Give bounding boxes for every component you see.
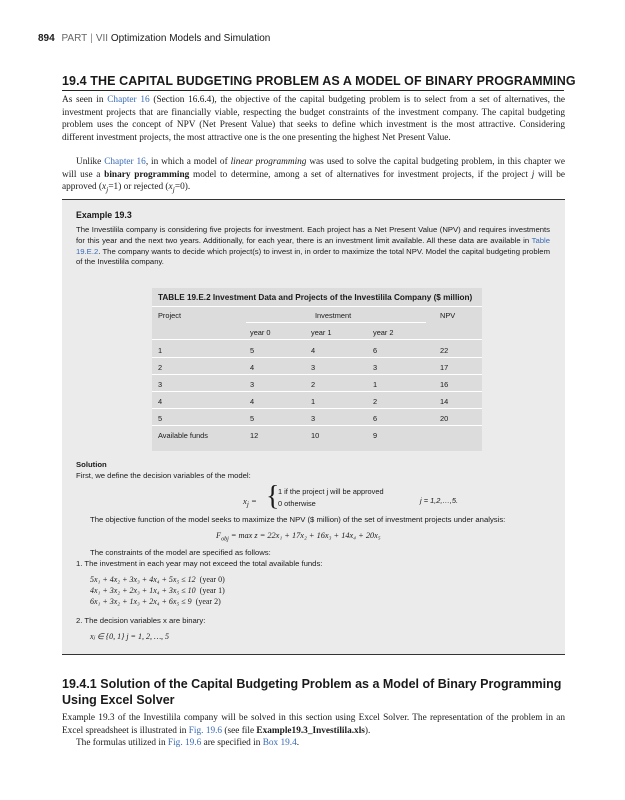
page-number: 894 xyxy=(38,33,55,44)
investment-table: TABLE 19.E.2 Investment Data and Projects of the Investilila Company ($ million) Project Investment NPV year 0 year 1 year 2 1 5 4 6 22 2 4 3 3 17 3 3 2 1 16 4 4 1 2 14 5 5 3 6 20 Available funds 12 10 9 xyxy=(152,288,482,451)
col-header-year1: year 1 xyxy=(311,328,332,337)
brace: { xyxy=(266,481,280,512)
part-title: Optimization Models and Simulation xyxy=(110,33,271,44)
objective-function: $F_{obj} = \max z = 22x_1 + 17x_2 + 16x_3 + 14x_4 + 20x_5$ xyxy=(216,531,381,543)
fig-19-6-link-2[interactable]: Fig. 19.6 xyxy=(167,738,202,748)
case-approved: 1 if the project j will be approved xyxy=(278,487,384,496)
subsection-paragraph-1: Example 19.3 of the Investilila company will be solved in this section using Excel Solver. The representation of the problem in an Excel spreadsheet is illustrated in Fig. 19.6 (see file Example19.3_Investilila.xls). xyxy=(62,713,565,736)
chapter-16-link-2[interactable]: Chapter 16 xyxy=(104,157,146,167)
part-label: PART xyxy=(61,33,88,44)
constraint-year2: 6x₁ + 3x₂ + 1x₃ + 2x₄ + 6x₅ ≤ 9 (year 2) xyxy=(90,597,221,606)
subsection-title: 19.4.1 Solution of the Capital Budgeting Problem as a Model of Binary Programming Using Excel Solver xyxy=(62,677,562,707)
example-box xyxy=(62,199,565,655)
intro-paragraph-2: Unlike Chapter 16, in which a model of linear programming was used to solve the capital budgeting problem, in this chapter we will use a binary programming model to determine, among a set of alternatives for investment projects, if the project j will be approved $(x_j=1)$ or rejected $(x_j=0)$. xyxy=(62,157,565,195)
header-separator: | xyxy=(90,33,93,44)
part-number: VII xyxy=(95,33,109,44)
solution-label: Solution xyxy=(76,460,107,469)
col-header-year0: year 0 xyxy=(250,328,271,337)
objective-text: The objective function of the model seeks to maximize the NPV ($ million) of the set of investment projects under analysis: xyxy=(90,515,506,524)
running-header xyxy=(38,33,270,44)
example-text: The Investilila company is considering five projects for investment. Each project has a Net Present Value (NPV) and requires investments for this year and the next two years. Additionally, for each year, there is an investment limit available. All these data are available in Table 19.E.2. The company wants to decide which project(s) to invest in, in order to maximize the total NPV. Model the capital budgeting problem of the Investilila company. xyxy=(76,225,550,267)
index-range: j = 1,2,…,5. xyxy=(420,496,458,505)
col-header-investment: Investment xyxy=(315,311,352,320)
constraint-item-1: 1. The investment in each year may not exceed the total available funds: xyxy=(76,559,323,568)
col-header-project: Project xyxy=(158,311,182,320)
box-19-4-link[interactable]: Box 19.4 xyxy=(262,738,297,748)
solution-intro: First, we define the decision variables of the model: xyxy=(76,471,251,480)
col-header-npv: NPV xyxy=(440,311,456,320)
constraint-year0: 5x₁ + 4x₂ + 3x₃ + 4x₄ + 5x₅ ≤ 12 (year 0) xyxy=(90,575,225,584)
section-title: 19.4 THE CAPITAL BUDGETING PROBLEM AS A MODEL OF BINARY PROGRAMMING xyxy=(62,74,576,88)
section-rule xyxy=(62,90,564,91)
binary-constraint: xⱼ ∈ {0, 1} j = 1, 2, …, 5 xyxy=(90,632,170,641)
constraint-item-2: 2. The decision variables x are binary: xyxy=(76,616,206,625)
chapter-16-link[interactable]: Chapter 16 xyxy=(107,95,150,105)
constraint-year1: 4x₁ + 3x₂ + 2x₃ + 1x₄ + 3x₅ ≤ 10 (year 1) xyxy=(90,586,225,595)
example-label: Example 19.3 xyxy=(76,210,132,220)
variable-symbol: $x_j$ = xyxy=(243,496,257,509)
constraints-text: The constraints of the model are specified as follows: xyxy=(90,548,271,557)
table-link[interactable]: Table 19.E.2 xyxy=(76,235,550,256)
case-otherwise: 0 otherwise xyxy=(278,499,316,508)
subsection-paragraph-2: The formulas utilized in Fig. 19.6 are specified in Box 19.4. xyxy=(76,738,300,748)
intro-paragraph-1: As seen in Chapter 16 (Section 16.6.4), the objective of the capital budgeting problem is to select from a set of alternatives, the investment projects that are financially viable, respecting the budget constraints of the investment company. The capital budgeting problem uses the concept of NPV (Net Present Value) that seeks to define which investment is the most attractive. Considering different investment projects, the most attractive one is the one presenting the highest Net Present Value. xyxy=(62,95,565,143)
col-header-year2: year 2 xyxy=(373,328,394,337)
table-title: TABLE 19.E.2 Investment Data and Projects of the Investilila Company ($ million) xyxy=(158,293,473,302)
fig-19-6-link[interactable]: Fig. 19.6 xyxy=(188,725,223,736)
